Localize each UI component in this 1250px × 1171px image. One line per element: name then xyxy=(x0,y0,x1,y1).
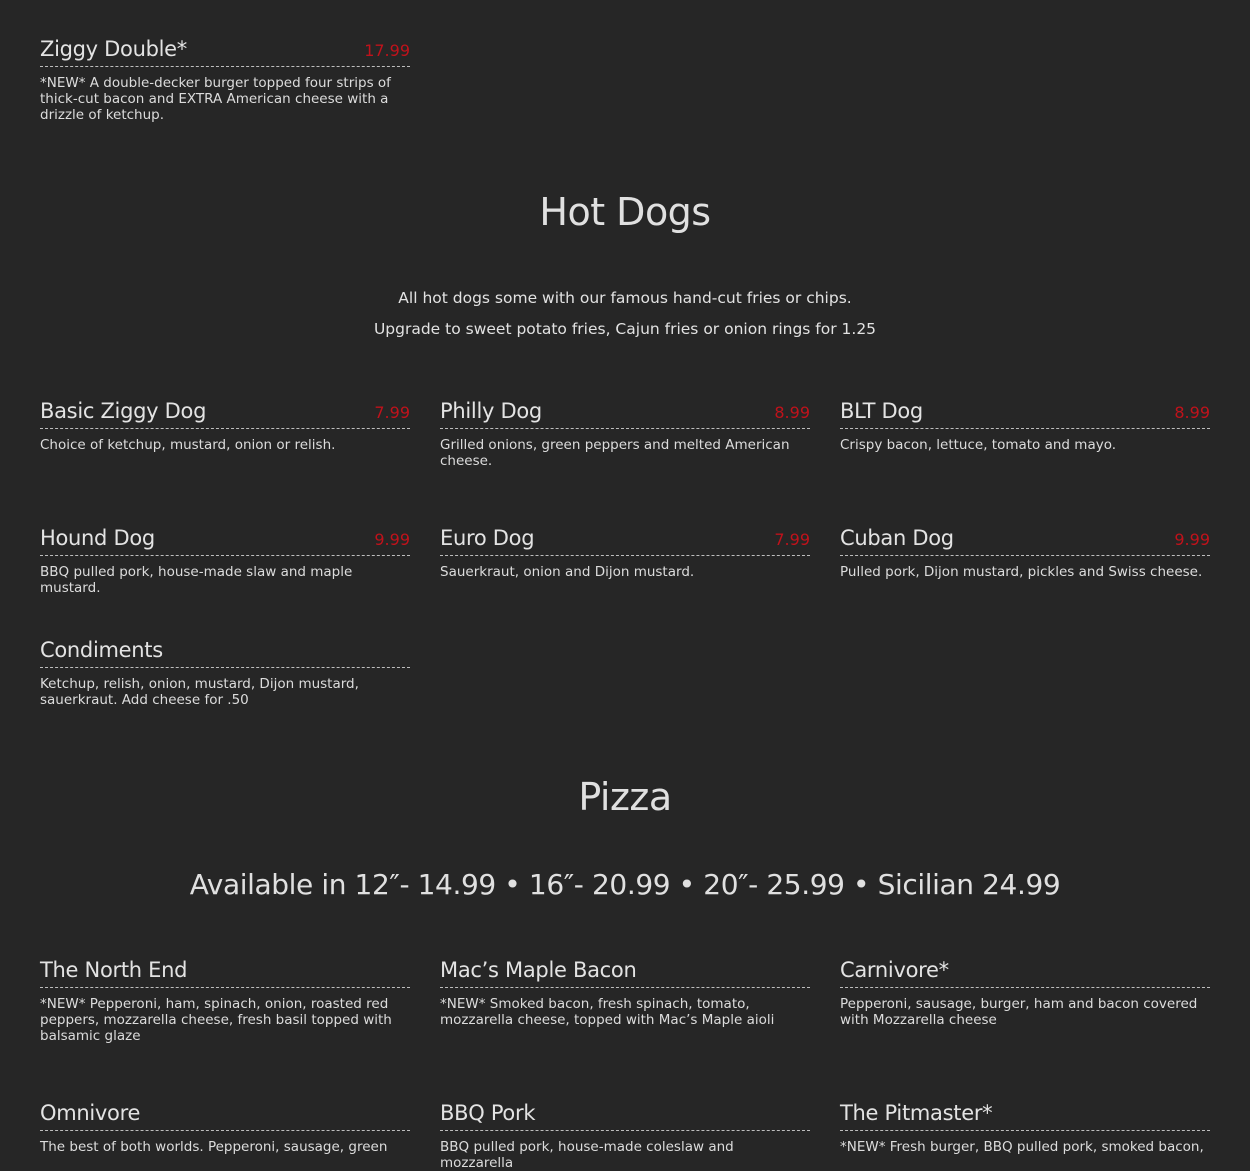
menu-item-header xyxy=(40,638,410,668)
menu-item-description: BBQ pulled pork, house-made slaw and maple mustard. xyxy=(40,564,353,596)
pizza-sizes-pricing: Available in 12″- 14.99 • 16″- 20.99 • 20″- 25.99 • Sicilian 24.99 xyxy=(189,868,1061,901)
menu-item-basic-ziggy-dog xyxy=(40,399,410,453)
menu-item-description: *NEW* A double-decker burger topped four strips of thick-cut bacon and EXTRA American cheese with a drizzle of ketchup. xyxy=(40,75,391,123)
menu-item-price: 7.99 xyxy=(774,530,810,549)
menu-item-description: The best of both worlds. Pepperoni, sausage, green xyxy=(40,1139,388,1155)
menu-item-name: Omnivore xyxy=(40,1101,141,1125)
menu-item-description: Sauerkraut, onion and Dijon mustard. xyxy=(440,564,695,580)
menu-item-description: *NEW* Smoked bacon, fresh spinach, tomato, mozzarella cheese, topped with Mac’s Maple aioli xyxy=(440,996,775,1028)
menu-item-macs-maple-bacon xyxy=(440,958,810,1028)
menu-item-description: Pulled pork, Dijon mustard, pickles and Swiss cheese. xyxy=(840,564,1203,580)
hot-dogs-note-fries: All hot dogs some with our famous hand-cut fries or chips. xyxy=(398,289,852,307)
menu-item-name: Carnivore* xyxy=(840,958,949,982)
menu-item-description: *NEW* Fresh burger, BBQ pulled pork, smoked bacon, xyxy=(840,1139,1204,1155)
menu-item-euro-dog xyxy=(440,526,810,580)
menu-item-price: 8.99 xyxy=(774,403,810,422)
menu-item-header xyxy=(40,399,410,429)
menu-item-header xyxy=(840,958,1210,988)
menu-item-the-north-end xyxy=(40,958,410,1044)
menu-item-description: Ketchup, relish, onion, mustard, Dijon mustard, sauerkraut. Add cheese for .50 xyxy=(40,676,359,708)
menu-item-header xyxy=(840,1101,1210,1131)
menu-item-name: Euro Dog xyxy=(440,526,535,550)
menu-item-header xyxy=(40,958,410,988)
menu-item-description: Choice of ketchup, mustard, onion or relish. xyxy=(40,437,336,453)
menu-item-header xyxy=(440,526,810,556)
menu-item-the-pitmaster xyxy=(840,1101,1210,1155)
menu-item-omnivore xyxy=(40,1101,410,1155)
hot-dogs-note-upgrade: Upgrade to sweet potato fries, Cajun fries or onion rings for 1.25 xyxy=(373,320,877,338)
menu-item-condiments xyxy=(40,638,410,708)
menu-item-header xyxy=(440,1101,810,1131)
menu-item-ziggy-double xyxy=(40,37,410,123)
menu-item-price: 7.99 xyxy=(374,403,410,422)
menu-item-name: Hound Dog xyxy=(40,526,155,550)
menu-item-price: 9.99 xyxy=(374,530,410,549)
menu-item-name: Basic Ziggy Dog xyxy=(40,399,207,423)
menu-item-description: *NEW* Pepperoni, ham, spinach, onion, roasted red peppers, mozzarella cheese, fresh basil topped with balsamic glaze xyxy=(40,996,392,1044)
menu-item-name: BLT Dog xyxy=(840,399,923,423)
menu-item-header xyxy=(40,37,410,67)
menu-item-header xyxy=(440,399,810,429)
menu-item-carnivore xyxy=(840,958,1210,1028)
menu-item-price: 17.99 xyxy=(364,41,410,60)
menu-item-name: The Pitmaster* xyxy=(840,1101,993,1125)
menu-item-description: BBQ pulled pork, house-made coleslaw and mozzarella xyxy=(440,1139,734,1171)
menu-item-header xyxy=(440,958,810,988)
menu-item-header xyxy=(40,1101,410,1131)
menu-item-header xyxy=(840,526,1210,556)
menu-item-description: Pepperoni, sausage, burger, ham and bacon covered with Mozzarella cheese xyxy=(840,996,1198,1028)
menu-item-name: Cuban Dog xyxy=(840,526,954,550)
menu-item-hound-dog xyxy=(40,526,410,596)
menu-item-description: Grilled onions, green peppers and melted American cheese. xyxy=(440,437,790,469)
menu-item-name: Philly Dog xyxy=(440,399,542,423)
menu-item-bbq-pork xyxy=(440,1101,810,1171)
menu-item-cuban-dog xyxy=(840,526,1210,580)
menu-item-name: The North End xyxy=(40,958,188,982)
menu-item-header xyxy=(840,399,1210,429)
menu-item-name: Mac’s Maple Bacon xyxy=(440,958,637,982)
menu-item-name: Condiments xyxy=(40,638,163,662)
menu-item-philly-dog xyxy=(440,399,810,469)
menu-item-description: Crispy bacon, lettuce, tomato and mayo. xyxy=(840,437,1117,453)
section-title-pizza: Pizza xyxy=(578,775,672,819)
menu-item-blt-dog xyxy=(840,399,1210,453)
section-title-hot-dogs: Hot Dogs xyxy=(539,190,711,234)
menu-item-price: 9.99 xyxy=(1174,530,1210,549)
menu-item-header xyxy=(40,526,410,556)
menu-item-price: 8.99 xyxy=(1174,403,1210,422)
menu-item-name: Ziggy Double* xyxy=(40,37,187,61)
menu-item-name: BBQ Pork xyxy=(440,1101,536,1125)
